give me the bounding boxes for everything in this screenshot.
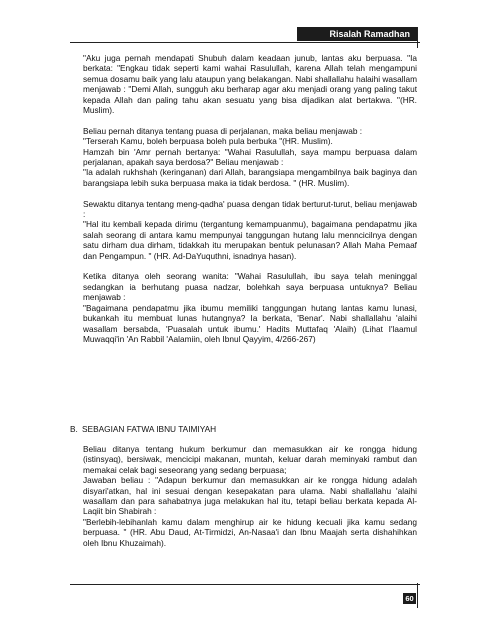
footer-divider-vertical	[417, 583, 418, 608]
section-letter: B.	[70, 424, 78, 434]
paragraph	[83, 199, 417, 261]
paragraph-line: Beliau pernah ditanya tentang puasa di perjalanan, maka beliau menjawab :	[83, 125, 363, 136]
paragraph-line: Beliau ditanya tentang hukum berkumur dan memasukkan air ke rongga hidung (istinsyaq), bersiwak, mencicipi makanan, muntah, keluar darah meminyaki rambut dan memakai celak bagi seseorang yang sedang berpuasa;	[83, 444, 417, 475]
paragraph-line: "Hal itu kembali kepada dirimu (tergantung kemampuanmu), bagaimana pendapatmu jika salah seorang di antara kamu mempunyai tanggungan hutang lalu menncicilnya dengan satu dirham dua dirham, tidakkah itu merupakan bentuk pelunasan? Allah Maha Pemaaf dan Pengampun. " (HR. Ad-DaYuquthni, isnadnya hasan).	[83, 219, 417, 261]
paragraph-line: "Bagaimana pendapatmu jika ibumu memiliki tanggungan hutang lantas kamu lunasi, bukankah itu membuat lunas hutangnya? Ia berkata, 'Benar'. Nabi shallallahu 'alaihi wasallam bersabda, 'Puasalah untuk ibumu.' Hadits Muttafaq 'Alaih) (Lihat I'laamul Muwaqqi'in 'An Rabbil 'Aalamiin, oleh Ibnul Qayyim, 4/266-267)	[83, 302, 417, 344]
paragraph-line: "Aku juga pernah mendapati Shubuh dalam keadaan junub, lantas aku berpuasa. "Ia berkata: "Engkau tidak seperti kami wahai Rasulullah, karena Allah telah mengampuni semua dosamu baik yang lalu ataupun yang belakangan. Nabi shallallahu halaihi wasallam menjawab : "Demi Allah, sungguh aku berharap agar aku menjadi orang yang paling takut kepada Allah dan paling tahu akan sesuatu yang bisa dijadikan alat bertakwa. "(HR. Muslim).	[83, 53, 417, 116]
page-number: 60	[403, 593, 416, 604]
paragraph-line: Ketika ditanya oleh seorang wanita: "Wahai Rasulullah, ibu saya telah meninggal sedangkan ia berhutang puasa nadzar, bolehkah saya berpuasa untuknya? Beliau menjawab :	[83, 271, 417, 303]
section-title: SEBAGIAN FATWA IBNU TAIMIYAH	[82, 424, 217, 434]
header-divider-vertical	[417, 27, 418, 48]
header-rule	[70, 42, 420, 43]
section-a-body	[83, 53, 417, 355]
section-b-body	[83, 444, 417, 558]
header-bar	[297, 27, 417, 41]
paragraph-line: Sewaktu ditanya tentang meng-qadha' puasa dengan tidak berturut-turut, beliau menjawab :	[83, 198, 417, 220]
running-header-title: Risalah Ramadhan	[329, 29, 410, 39]
footer-rule	[70, 584, 420, 585]
paragraph-line: "Ia adalah rukhshah (keringanan) dari Allah, barangsiapa mengambilnya baik baginya dan barangsiapa lebih suka berpuasa maka ia tidak berdosa. " (HR. Muslim).	[83, 167, 417, 188]
paragraph	[83, 53, 417, 115]
paragraph	[83, 126, 417, 188]
paragraph	[83, 271, 417, 344]
paragraph-line: Jawaban beliau : "Adapun berkumur dan memasukkan air ke rongga hidung adalah disyari'atkan, hal ini sesuai dengan kesepakatan para ulama. Nabi shallallahu 'alaihi wasallam dan para sahabatnya juga melakukan hal itu, tetapi beliau berkata kepada Al-Laqiit bin Shabirah :	[83, 475, 417, 517]
section-b-heading	[70, 424, 216, 434]
paragraph-line: Hamzah bin 'Amr pernah bertanya: "Wahai Rasulullah, saya mampu berpuasa dalam perjalanan, apakah saya berdosa?" Beliau menjawab :	[83, 146, 417, 168]
paragraph-line: "Terserah Kamu, boleh berpuasa boleh pula berbuka "(HR. Muslim).	[83, 136, 333, 147]
paragraph	[83, 444, 417, 548]
paragraph-line: "Berlebih-lebihanlah kamu dalam menghirup air ke hidung kecuali jika kamu sedang berpuasa. " (HR. Abu Daud, At-Tirmidzi, An-Nasaa'i dan Ibnu Maajah serta dishahihkan oleh Ibnu Khuzaimah).	[83, 516, 417, 548]
